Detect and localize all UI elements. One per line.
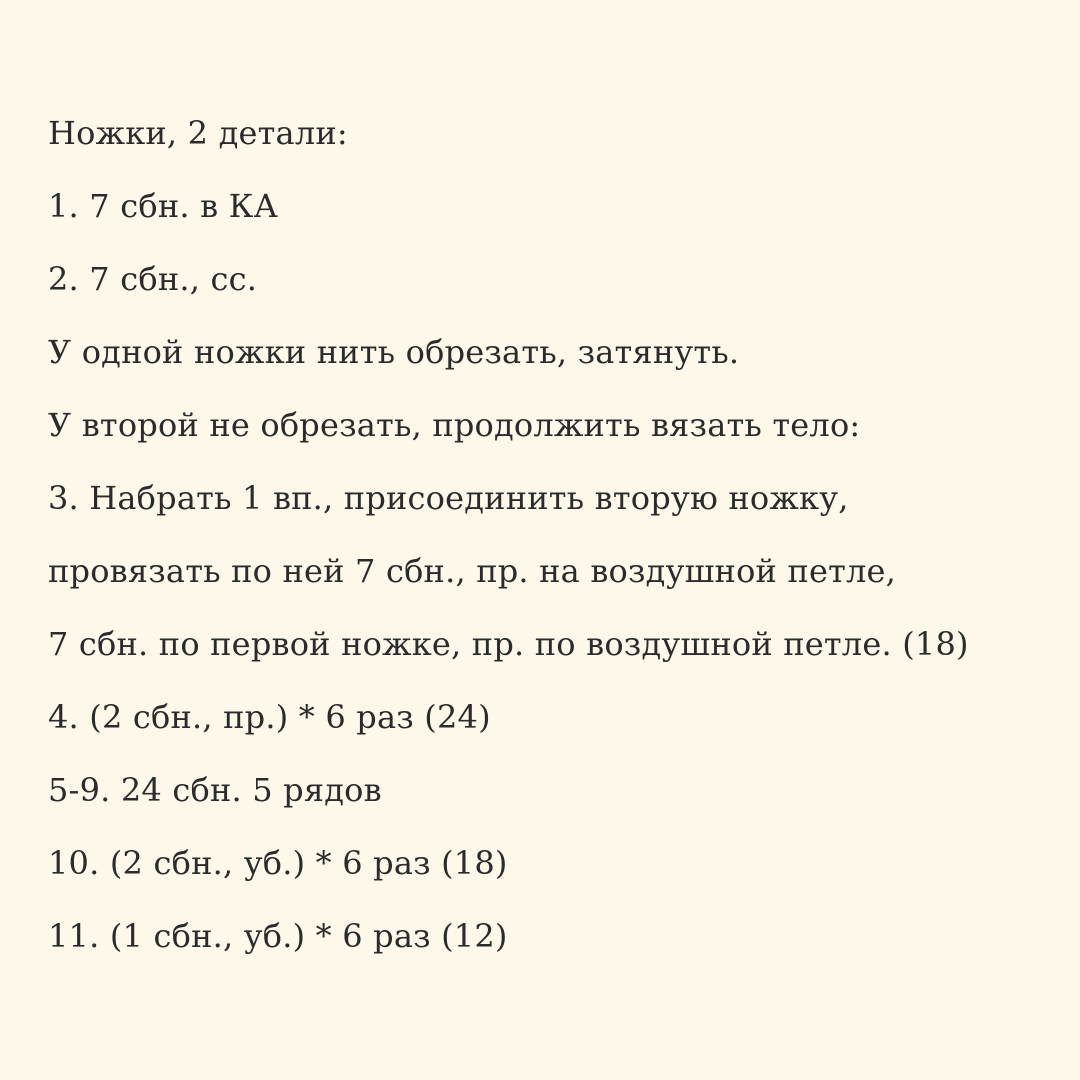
pattern-row: 3. Набрать 1 вп., присоединить вторую ножку, xyxy=(48,479,849,517)
pattern-row: 11. (1 сбн., уб.) * 6 раз (12) xyxy=(48,917,508,955)
pattern-row-continuation: 7 сбн. по первой ножке, пр. по воздушной петле. (18) xyxy=(48,625,969,663)
pattern-row: 4. (2 сбн., пр.) * 6 раз (24) xyxy=(48,698,491,736)
section-heading: Ножки, 2 детали: xyxy=(48,114,348,152)
pattern-row: 10. (2 сбн., уб.) * 6 раз (18) xyxy=(48,844,508,882)
pattern-row: 5-9. 24 сбн. 5 рядов xyxy=(48,771,382,809)
pattern-text xyxy=(48,97,1058,973)
instruction-line: У одной ножки нить обрезать, затянуть. xyxy=(48,333,740,371)
pattern-row: 1. 7 сбн. в КА xyxy=(48,187,279,225)
instruction-line: У второй не обрезать, продолжить вязать тело: xyxy=(48,406,861,444)
pattern-row: 2. 7 сбн., сс. xyxy=(48,260,258,298)
pattern-row-continuation: провязать по ней 7 сбн., пр. на воздушной петле, xyxy=(48,552,897,590)
